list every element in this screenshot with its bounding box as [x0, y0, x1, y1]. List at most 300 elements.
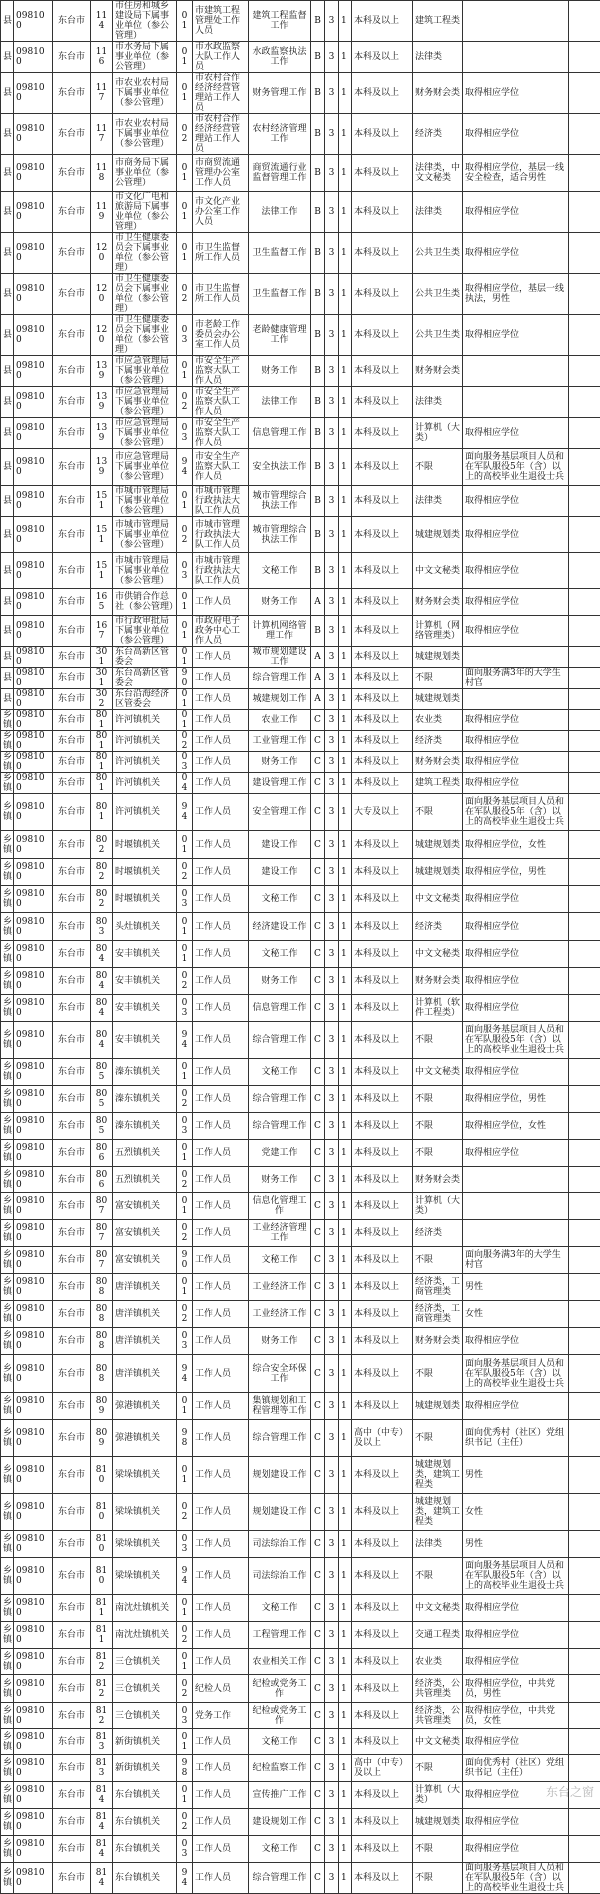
post-name-cell: 工作人员	[193, 1420, 249, 1457]
exam-cell: 3	[325, 968, 339, 995]
count-cell: 1	[339, 356, 352, 387]
table-row	[1, 1193, 600, 1220]
unit-code-cell: 806	[91, 1140, 113, 1167]
level-cell: 乡镇	[1, 1113, 14, 1140]
duty-cell: 综合安全环保工作	[249, 1355, 311, 1393]
city-cell: 东台市	[53, 886, 91, 913]
education-cell: 本科及以上	[352, 356, 413, 387]
level-cell: 乡镇	[1, 831, 14, 859]
post-name-cell: 市商贸流通管理办公室工作人员	[193, 155, 249, 192]
level-cell: 乡镇	[1, 1393, 14, 1420]
city-cell: 东台市	[53, 1, 91, 42]
education-cell: 本科及以上	[352, 1328, 413, 1355]
education-cell: 本科及以上	[352, 1531, 413, 1558]
table-row	[1, 1809, 600, 1836]
remark-cell	[569, 752, 600, 773]
category-cell: B	[311, 233, 325, 274]
city-cell: 东台市	[53, 589, 91, 616]
count-cell: 1	[339, 1167, 352, 1193]
post-code-cell: 01	[177, 192, 193, 233]
post-name-cell: 市卫生监督所工作人员	[193, 274, 249, 315]
major-cell: 农业类	[413, 710, 463, 731]
education-cell: 本科及以上	[352, 1059, 413, 1086]
requirement-cell: 取得相应学位	[463, 114, 569, 155]
post-name-cell: 市城市管理行政执法大队工作人员	[193, 553, 249, 589]
category-cell: B	[311, 114, 325, 155]
exam-cell: 3	[325, 387, 339, 418]
unit-code-cell: 811	[91, 1595, 113, 1622]
requirement-cell: 取得相应学位	[463, 1729, 569, 1755]
duty-cell: 农业工作	[249, 710, 311, 731]
major-cell: 交通工程类	[413, 1622, 463, 1649]
exam-cell: 3	[325, 553, 339, 589]
requirement-cell: 取得相应学位	[463, 731, 569, 752]
requirement-cell: 面向服务基层项目人员和在军队服役5年（含）以上的高校毕业生退役士兵	[463, 449, 569, 486]
major-cell: 不限	[413, 1113, 463, 1140]
requirement-cell: 取得相应学位	[463, 1836, 569, 1863]
category-cell: A	[311, 589, 325, 616]
category-cell: C	[311, 1355, 325, 1393]
level-cell: 乡镇	[1, 710, 14, 731]
unit-code-cell: 139	[91, 449, 113, 486]
count-cell: 1	[339, 1355, 352, 1393]
requirement-cell: 取得相应学位	[463, 1140, 569, 1167]
post-code-cell: 03	[177, 1836, 193, 1863]
category-cell: C	[311, 1649, 325, 1675]
unit-code-cell: 805	[91, 1086, 113, 1113]
category-cell: C	[311, 710, 325, 731]
category-cell: B	[311, 616, 325, 647]
remark-cell	[569, 1059, 600, 1086]
remark-cell	[569, 589, 600, 616]
duty-cell: 文秘工作	[249, 1836, 311, 1863]
requirement-cell: 取得相应学位	[463, 913, 569, 941]
count-cell: 1	[339, 315, 352, 356]
education-cell: 本科及以上	[352, 1393, 413, 1420]
major-cell: 不限	[413, 1140, 463, 1167]
requirement-cell: 面向服务满3年的大学生村官	[463, 668, 569, 689]
exam-cell: 3	[325, 1457, 339, 1494]
city-cell: 东台市	[53, 1274, 91, 1301]
education-cell: 本科及以上	[352, 831, 413, 859]
post-code-cell: 02	[177, 859, 193, 886]
major-cell: 城建规划类	[413, 1809, 463, 1836]
exam-cell: 3	[325, 689, 339, 710]
table-row	[1, 1059, 600, 1086]
duty-cell: 财务工作	[249, 968, 311, 995]
unit-code-cell: 810	[91, 1457, 113, 1494]
table-row	[1, 968, 600, 995]
city-cell: 东台市	[53, 616, 91, 647]
level-cell: 县	[1, 449, 14, 486]
count-cell: 1	[339, 1863, 352, 1894]
level-cell: 乡镇	[1, 1782, 14, 1809]
code-cell: 098100	[14, 1, 53, 42]
code-cell: 098100	[14, 1301, 53, 1328]
exam-cell: 3	[325, 274, 339, 315]
duty-cell: 城市管理综合执法工作	[249, 517, 311, 553]
table-row	[1, 1729, 600, 1755]
education-cell: 本科及以上	[352, 1836, 413, 1863]
level-cell: 县	[1, 418, 14, 449]
education-cell: 本科及以上	[352, 1675, 413, 1703]
city-cell: 东台市	[53, 315, 91, 356]
education-cell: 本科及以上	[352, 42, 413, 73]
code-cell: 098100	[14, 710, 53, 731]
exam-cell: 3	[325, 752, 339, 773]
post-name-cell: 工作人员	[193, 1393, 249, 1420]
post-name-cell: 工作人员	[193, 1494, 249, 1531]
unit-name-cell: 许河镇机关	[113, 731, 177, 752]
unit-name-cell: 唐洋镇机关	[113, 1274, 177, 1301]
unit-code-cell: 804	[91, 995, 113, 1022]
code-cell: 098100	[14, 886, 53, 913]
duty-cell: 财务工作	[249, 1167, 311, 1193]
count-cell: 1	[339, 1193, 352, 1220]
city-cell: 东台市	[53, 1167, 91, 1193]
table-row	[1, 517, 600, 553]
exam-cell: 3	[325, 1703, 339, 1729]
education-cell: 本科及以上	[352, 1301, 413, 1328]
duty-cell: 经济建设工作	[249, 913, 311, 941]
level-cell: 乡镇	[1, 1729, 14, 1755]
category-cell: B	[311, 387, 325, 418]
duty-cell: 综合管理工作	[249, 1113, 311, 1140]
table-row	[1, 941, 600, 968]
level-cell: 县	[1, 315, 14, 356]
duty-cell: 文秘工作	[249, 1247, 311, 1274]
code-cell: 098100	[14, 1247, 53, 1274]
education-cell: 本科及以上	[352, 647, 413, 668]
remark-cell	[569, 418, 600, 449]
level-cell: 乡镇	[1, 1863, 14, 1894]
unit-name-cell: 富安镇机关	[113, 1220, 177, 1247]
post-code-cell: 02	[177, 1494, 193, 1531]
city-cell: 东台市	[53, 1328, 91, 1355]
education-cell: 本科及以上	[352, 1558, 413, 1595]
post-code-cell: 01	[177, 1782, 193, 1809]
exam-cell: 3	[325, 1328, 339, 1355]
category-cell: C	[311, 1782, 325, 1809]
post-code-cell: 02	[177, 387, 193, 418]
level-cell: 乡镇	[1, 1167, 14, 1193]
category-cell: C	[311, 1393, 325, 1420]
unit-name-cell: 许河镇机关	[113, 752, 177, 773]
count-cell: 1	[339, 387, 352, 418]
table-row	[1, 1355, 600, 1393]
city-cell: 东台市	[53, 794, 91, 831]
unit-name-cell: 市城市管理局下属事业单位（参公管理）	[113, 553, 177, 589]
unit-code-cell: 139	[91, 418, 113, 449]
unit-code-cell: 151	[91, 517, 113, 553]
requirement-cell: 男性	[463, 1457, 569, 1494]
code-cell: 098100	[14, 1274, 53, 1301]
duty-cell: 水政监察执法工作	[249, 42, 311, 73]
code-cell: 098100	[14, 1494, 53, 1531]
duty-cell: 建设管理工作	[249, 773, 311, 794]
remark-cell	[569, 1558, 600, 1595]
code-cell: 098100	[14, 1113, 53, 1140]
table-row	[1, 1167, 600, 1193]
count-cell: 1	[339, 1301, 352, 1328]
level-cell: 乡镇	[1, 1220, 14, 1247]
code-cell: 098100	[14, 1059, 53, 1086]
exam-cell: 3	[325, 315, 339, 356]
table-row	[1, 449, 600, 486]
unit-code-cell: 808	[91, 1328, 113, 1355]
major-cell: 不限	[413, 1863, 463, 1894]
code-cell: 098100	[14, 274, 53, 315]
post-name-cell: 市水政监察大队工作人员	[193, 42, 249, 73]
duty-cell: 信息管理工作	[249, 418, 311, 449]
exam-cell: 3	[325, 233, 339, 274]
post-name-cell: 工作人员	[193, 689, 249, 710]
education-cell: 本科及以上	[352, 274, 413, 315]
requirement-cell: 取得相应学位	[463, 995, 569, 1022]
major-cell: 农业类	[413, 1649, 463, 1675]
table-row	[1, 1113, 600, 1140]
count-cell: 1	[339, 1140, 352, 1167]
city-cell: 东台市	[53, 752, 91, 773]
count-cell: 1	[339, 1494, 352, 1531]
exam-cell: 3	[325, 941, 339, 968]
duty-cell: 建设规划工作	[249, 1809, 311, 1836]
category-cell: B	[311, 155, 325, 192]
code-cell: 098100	[14, 553, 53, 589]
remark-cell	[569, 1022, 600, 1059]
level-cell: 乡镇	[1, 1355, 14, 1393]
remark-cell	[569, 710, 600, 731]
city-cell: 东台市	[53, 418, 91, 449]
exam-cell: 3	[325, 1140, 339, 1167]
post-name-cell: 工作人员	[193, 647, 249, 668]
count-cell: 1	[339, 773, 352, 794]
exam-cell: 3	[325, 192, 339, 233]
exam-cell: 3	[325, 517, 339, 553]
count-cell: 1	[339, 689, 352, 710]
count-cell: 1	[339, 42, 352, 73]
post-name-cell: 工作人员	[193, 995, 249, 1022]
unit-code-cell: 114	[91, 1, 113, 42]
table-row	[1, 155, 600, 192]
major-cell: 计算机（网络管理类）	[413, 616, 463, 647]
education-cell: 本科及以上	[352, 1782, 413, 1809]
post-code-cell: 01	[177, 647, 193, 668]
table-row	[1, 1531, 600, 1558]
major-cell: 财务财会类	[413, 356, 463, 387]
requirement-cell: 面向服务满3年的大学生村官	[463, 1247, 569, 1274]
exam-cell: 3	[325, 1809, 339, 1836]
requirement-cell: 取得相应学位	[463, 73, 569, 114]
education-cell: 本科及以上	[352, 1140, 413, 1167]
level-cell: 乡镇	[1, 995, 14, 1022]
category-cell: B	[311, 1, 325, 42]
remark-cell	[569, 1836, 600, 1863]
table-row	[1, 553, 600, 589]
post-code-cell: 01	[177, 233, 193, 274]
count-cell: 1	[339, 1729, 352, 1755]
post-code-cell: 03	[177, 553, 193, 589]
category-cell: B	[311, 553, 325, 589]
unit-name-cell: 市供销合作总社（参公管理）	[113, 589, 177, 616]
education-cell: 本科及以上	[352, 233, 413, 274]
post-name-cell: 市农村合作经济经营管理站工作人员	[193, 114, 249, 155]
unit-name-cell: 唐洋镇机关	[113, 1301, 177, 1328]
unit-code-cell: 810	[91, 1558, 113, 1595]
table-row	[1, 1328, 600, 1355]
requirement-cell: 面向优秀村（社区）党组织书记（主任）	[463, 1420, 569, 1457]
unit-code-cell: 802	[91, 831, 113, 859]
code-cell: 098100	[14, 1457, 53, 1494]
count-cell: 1	[339, 1086, 352, 1113]
education-cell: 本科及以上	[352, 1022, 413, 1059]
unit-code-cell: 139	[91, 387, 113, 418]
duty-cell: 文秘工作	[249, 1595, 311, 1622]
table-row	[1, 689, 600, 710]
category-cell: C	[311, 1247, 325, 1274]
post-code-cell: 02	[177, 1809, 193, 1836]
city-cell: 东台市	[53, 647, 91, 668]
remark-cell	[569, 42, 600, 73]
code-cell: 098100	[14, 589, 53, 616]
remark-cell	[569, 1, 600, 42]
remark-cell	[569, 1649, 600, 1675]
unit-code-cell: 810	[91, 1494, 113, 1531]
duty-cell: 综合管理工作	[249, 1022, 311, 1059]
remark-cell	[569, 1274, 600, 1301]
table-row	[1, 1301, 600, 1328]
post-name-cell: 工作人员	[193, 1863, 249, 1894]
city-cell: 东台市	[53, 773, 91, 794]
remark-cell	[569, 995, 600, 1022]
requirement-cell: 取得相应学位	[463, 1595, 569, 1622]
post-code-cell: 98	[177, 1420, 193, 1457]
city-cell: 东台市	[53, 1782, 91, 1809]
count-cell: 1	[339, 517, 352, 553]
count-cell: 1	[339, 886, 352, 913]
duty-cell: 农村经济管理工作	[249, 114, 311, 155]
remark-cell	[569, 1086, 600, 1113]
duty-cell: 工业管理工作	[249, 731, 311, 752]
code-cell: 098100	[14, 1167, 53, 1193]
major-cell: 公共卫生类	[413, 233, 463, 274]
city-cell: 东台市	[53, 387, 91, 418]
post-name-cell: 市安全生产监察大队工作人员	[193, 387, 249, 418]
remark-cell	[569, 114, 600, 155]
level-cell: 乡镇	[1, 752, 14, 773]
code-cell: 098100	[14, 1649, 53, 1675]
major-cell: 财务财会类	[413, 1167, 463, 1193]
post-code-cell: 02	[177, 1301, 193, 1328]
unit-name-cell: 三仓镇机关	[113, 1703, 177, 1729]
code-cell: 098100	[14, 1703, 53, 1729]
code-cell: 098100	[14, 1809, 53, 1836]
unit-code-cell: 151	[91, 486, 113, 517]
exam-cell: 3	[325, 1729, 339, 1755]
exam-cell: 3	[325, 1, 339, 42]
post-code-cell: 02	[177, 1086, 193, 1113]
duty-cell: 集镇规划和工程管理等工作	[249, 1393, 311, 1420]
exam-cell: 3	[325, 1274, 339, 1301]
remark-cell	[569, 73, 600, 114]
level-cell: 县	[1, 486, 14, 517]
unit-code-cell: 807	[91, 1193, 113, 1220]
duty-cell: 城市管理综合执法工作	[249, 486, 311, 517]
count-cell: 1	[339, 1809, 352, 1836]
category-cell: C	[311, 1086, 325, 1113]
exam-cell: 3	[325, 913, 339, 941]
unit-name-cell: 市卫生健康委员会下属事业单位（参公管理）	[113, 274, 177, 315]
city-cell: 东台市	[53, 73, 91, 114]
unit-code-cell: 805	[91, 1113, 113, 1140]
table-row	[1, 1220, 600, 1247]
level-cell: 乡镇	[1, 1059, 14, 1086]
remark-cell	[569, 1809, 600, 1836]
category-cell: C	[311, 1729, 325, 1755]
unit-code-cell: 804	[91, 968, 113, 995]
major-cell: 不限	[413, 1558, 463, 1595]
category-cell: C	[311, 1274, 325, 1301]
remark-cell	[569, 1420, 600, 1457]
level-cell: 乡镇	[1, 913, 14, 941]
exam-cell: 3	[325, 1649, 339, 1675]
requirement-cell	[463, 1193, 569, 1220]
city-cell: 东台市	[53, 859, 91, 886]
code-cell: 098100	[14, 647, 53, 668]
requirement-cell: 取得相应学位	[463, 418, 569, 449]
major-cell: 法律类	[413, 192, 463, 233]
code-cell: 098100	[14, 859, 53, 886]
code-cell: 098100	[14, 913, 53, 941]
level-cell: 县	[1, 192, 14, 233]
table-row	[1, 1595, 600, 1622]
exam-cell: 3	[325, 1836, 339, 1863]
exam-cell: 3	[325, 1782, 339, 1809]
remark-cell	[569, 486, 600, 517]
remark-cell	[569, 356, 600, 387]
post-code-cell: 03	[177, 1703, 193, 1729]
code-cell: 098100	[14, 1140, 53, 1167]
post-name-cell: 工作人员	[193, 1729, 249, 1755]
city-cell: 东台市	[53, 1113, 91, 1140]
post-code-cell: 02	[177, 1220, 193, 1247]
education-cell: 本科及以上	[352, 1086, 413, 1113]
count-cell: 1	[339, 1755, 352, 1782]
post-code-cell: 03	[177, 418, 193, 449]
unit-name-cell: 三仓镇机关	[113, 1649, 177, 1675]
remark-cell	[569, 1531, 600, 1558]
unit-code-cell: 813	[91, 1729, 113, 1755]
level-cell: 县	[1, 155, 14, 192]
major-cell: 中文文秘类	[413, 1059, 463, 1086]
requirement-cell: 面向服务基层项目人员和在军队服役5年（含）以上的高校毕业生退役士兵	[463, 1022, 569, 1059]
city-cell: 东台市	[53, 1558, 91, 1595]
unit-code-cell: 120	[91, 274, 113, 315]
post-name-cell: 工作人员	[193, 1558, 249, 1595]
major-cell: 计算机（软件工程类）	[413, 995, 463, 1022]
exam-cell: 3	[325, 1022, 339, 1059]
duty-cell: 建筑工程监督工作	[249, 1, 311, 42]
watermark-logo: 东台之窗	[546, 1783, 594, 1800]
table-row	[1, 356, 600, 387]
unit-name-cell: 时堰镇机关	[113, 859, 177, 886]
unit-code-cell: 810	[91, 1531, 113, 1558]
unit-code-cell: 814	[91, 1836, 113, 1863]
unit-name-cell: 市住房和城乡建设局下属事业单位（参公管理）	[113, 1, 177, 42]
post-name-cell: 工作人员	[193, 1113, 249, 1140]
city-cell: 东台市	[53, 1086, 91, 1113]
post-name-cell: 工作人员	[193, 913, 249, 941]
